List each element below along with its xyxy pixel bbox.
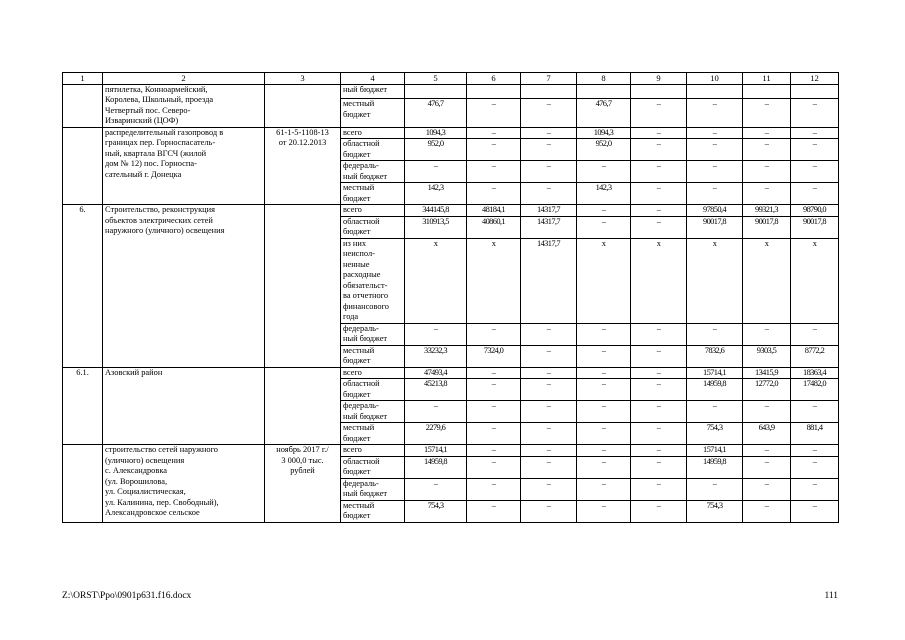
value-cell: – xyxy=(631,127,687,139)
budget-type: федераль- ный бюджет xyxy=(341,323,405,345)
value-cell: 476,7 xyxy=(577,99,631,127)
value-cell: – xyxy=(743,456,791,478)
item-number xyxy=(63,84,103,127)
value-cell: – xyxy=(791,99,839,127)
value-cell: – xyxy=(791,401,839,423)
value-cell: – xyxy=(577,401,631,423)
value-cell: – xyxy=(631,205,687,217)
header-cell: 7 xyxy=(521,73,577,85)
value-cell: – xyxy=(791,161,839,183)
value-cell: 15714,1 xyxy=(405,445,467,457)
value-cell xyxy=(687,84,743,99)
header-cell: 4 xyxy=(341,73,405,85)
value-cell: 754,3 xyxy=(405,500,467,522)
budget-type: ный бюджет xyxy=(341,84,405,99)
value-cell: 90017,8 xyxy=(791,216,839,238)
value-cell: 40860,1 xyxy=(467,216,521,238)
value-cell: – xyxy=(521,345,577,367)
budget-type: областной бюджет xyxy=(341,216,405,238)
item-term: ноябрь 2017 г./ 3 000,0 тыс. рублей xyxy=(265,445,341,523)
value-cell: – xyxy=(521,183,577,205)
item-name: распределительный газопровод в границах пер. Горноспасатель- ный, квартала ВГСЧ (жилой дом № 12) пос. Горноспа- сательный г. Донецка xyxy=(103,127,265,205)
budget-type: областной бюджет xyxy=(341,456,405,478)
value-cell: х xyxy=(743,238,791,323)
value-cell: 14959,8 xyxy=(405,456,467,478)
value-cell: 17482,0 xyxy=(791,379,839,401)
value-cell: 14959,8 xyxy=(687,379,743,401)
value-cell: – xyxy=(743,99,791,127)
budget-type: областной бюджет xyxy=(341,379,405,401)
value-cell: – xyxy=(521,127,577,139)
budget-type: всего xyxy=(341,205,405,217)
item-number xyxy=(63,445,103,523)
value-cell: 90017,8 xyxy=(687,216,743,238)
value-cell: 90017,8 xyxy=(743,216,791,238)
header-cell: 1 xyxy=(63,73,103,85)
value-cell: – xyxy=(631,500,687,522)
value-cell: – xyxy=(791,323,839,345)
value-cell: – xyxy=(743,161,791,183)
value-cell: – xyxy=(467,99,521,127)
item-name: пятилетка, Конноармейский, Королева, Школьный, проезда Четвертый пос. Северо- Изваринский (ЦОФ) xyxy=(103,84,265,127)
value-cell: – xyxy=(631,456,687,478)
value-cell: – xyxy=(521,401,577,423)
value-cell: – xyxy=(687,99,743,127)
header-cell: 12 xyxy=(791,73,839,85)
footer-page-number: 111 xyxy=(824,591,838,601)
value-cell: 8772,2 xyxy=(791,345,839,367)
value-cell: – xyxy=(743,127,791,139)
value-cell: – xyxy=(521,478,577,500)
value-cell: – xyxy=(521,445,577,457)
budget-type: всего xyxy=(341,367,405,379)
table-row xyxy=(63,205,839,217)
value-cell: – xyxy=(631,216,687,238)
value-cell xyxy=(467,84,521,99)
value-cell: 14317,7 xyxy=(521,216,577,238)
value-cell: – xyxy=(521,423,577,445)
value-cell: – xyxy=(791,445,839,457)
value-cell: – xyxy=(577,478,631,500)
value-cell xyxy=(631,84,687,99)
value-cell: 18363,4 xyxy=(791,367,839,379)
table-row xyxy=(63,84,839,99)
value-cell: 14317,7 xyxy=(521,238,577,323)
item-name: Азовский район xyxy=(103,367,265,445)
value-cell: – xyxy=(577,205,631,217)
value-cell: – xyxy=(521,367,577,379)
table-row xyxy=(63,445,839,457)
budget-type: всего xyxy=(341,127,405,139)
value-cell: – xyxy=(467,139,521,161)
value-cell: 99321,3 xyxy=(743,205,791,217)
value-cell: – xyxy=(467,161,521,183)
value-cell: – xyxy=(577,216,631,238)
value-cell: – xyxy=(467,401,521,423)
value-cell: 2279,6 xyxy=(405,423,467,445)
value-cell: – xyxy=(631,99,687,127)
value-cell: х xyxy=(687,238,743,323)
budget-type: федераль- ный бюджет xyxy=(341,161,405,183)
value-cell: 9303,5 xyxy=(743,345,791,367)
value-cell: – xyxy=(743,183,791,205)
budget-type: федераль- ный бюджет xyxy=(341,478,405,500)
value-cell: – xyxy=(687,161,743,183)
value-cell: х xyxy=(631,238,687,323)
value-cell xyxy=(405,84,467,99)
value-cell: – xyxy=(467,183,521,205)
value-cell: 97850,4 xyxy=(687,205,743,217)
value-cell: 952,0 xyxy=(405,139,467,161)
item-term xyxy=(265,84,341,127)
item-name: строительство сетей наружного (уличного) освещения с. Александровка (ул. Ворошилова, ул. Социалистическая, ул. Калинина, пер. Свободный), Александровское сельское xyxy=(103,445,265,523)
budget-type: федераль- ный бюджет xyxy=(341,401,405,423)
value-cell: – xyxy=(521,500,577,522)
value-cell: – xyxy=(791,500,839,522)
value-cell: х xyxy=(791,238,839,323)
value-cell: – xyxy=(687,127,743,139)
value-cell: – xyxy=(405,401,467,423)
value-cell: 45213,8 xyxy=(405,379,467,401)
value-cell: 344145,8 xyxy=(405,205,467,217)
value-cell: – xyxy=(577,323,631,345)
value-cell: – xyxy=(743,139,791,161)
value-cell: – xyxy=(631,423,687,445)
value-cell: 12772,0 xyxy=(743,379,791,401)
item-number: 6.1. xyxy=(63,367,103,445)
value-cell: 952,0 xyxy=(577,139,631,161)
value-cell: 14317,7 xyxy=(521,205,577,217)
value-cell: – xyxy=(631,478,687,500)
value-cell: – xyxy=(631,139,687,161)
item-name: Строительство, реконструкция объектов электрических сетей наружного (уличного) освещения xyxy=(103,205,265,368)
value-cell: – xyxy=(687,139,743,161)
header-cell: 5 xyxy=(405,73,467,85)
value-cell: 1094,3 xyxy=(577,127,631,139)
value-cell: 310913,5 xyxy=(405,216,467,238)
value-cell: – xyxy=(521,456,577,478)
value-cell: – xyxy=(631,183,687,205)
value-cell: – xyxy=(577,445,631,457)
item-term: 61-1-5-1108-13 от 20.12.2013 xyxy=(265,127,341,205)
value-cell: – xyxy=(577,367,631,379)
value-cell: – xyxy=(631,345,687,367)
value-cell: 142,3 xyxy=(405,183,467,205)
value-cell: – xyxy=(791,127,839,139)
value-cell: 7832,6 xyxy=(687,345,743,367)
item-term xyxy=(265,205,341,368)
value-cell: – xyxy=(577,456,631,478)
header-row xyxy=(63,73,839,85)
value-cell: х xyxy=(405,238,467,323)
value-cell: – xyxy=(467,445,521,457)
header-cell: 2 xyxy=(103,73,265,85)
value-cell: 881,4 xyxy=(791,423,839,445)
value-cell: – xyxy=(631,445,687,457)
value-cell: – xyxy=(521,99,577,127)
value-cell: 476,7 xyxy=(405,99,467,127)
header-cell: 11 xyxy=(743,73,791,85)
item-number xyxy=(63,127,103,205)
value-cell: – xyxy=(405,323,467,345)
header-cell: 8 xyxy=(577,73,631,85)
budget-table xyxy=(62,72,839,523)
budget-type: из них неиспол- ненные расходные обязательст- ва отчетного финансового года xyxy=(341,238,405,323)
value-cell: – xyxy=(521,161,577,183)
budget-type: местный бюджет xyxy=(341,500,405,522)
budget-type: местный бюджет xyxy=(341,183,405,205)
value-cell: 33232,3 xyxy=(405,345,467,367)
value-cell: – xyxy=(577,379,631,401)
value-cell: – xyxy=(467,478,521,500)
value-cell: – xyxy=(577,423,631,445)
value-cell: – xyxy=(631,379,687,401)
value-cell: х xyxy=(577,238,631,323)
value-cell: – xyxy=(791,478,839,500)
value-cell: 643,9 xyxy=(743,423,791,445)
value-cell: х xyxy=(467,238,521,323)
value-cell: 142,3 xyxy=(577,183,631,205)
item-number: 6. xyxy=(63,205,103,368)
value-cell: – xyxy=(577,161,631,183)
budget-type: областной бюджет xyxy=(341,139,405,161)
value-cell: 15714,1 xyxy=(687,367,743,379)
table-row xyxy=(63,127,839,139)
table-row xyxy=(63,367,839,379)
value-cell: – xyxy=(521,139,577,161)
value-cell: – xyxy=(521,323,577,345)
table-body xyxy=(63,73,839,523)
value-cell: – xyxy=(743,401,791,423)
value-cell xyxy=(577,84,631,99)
value-cell: – xyxy=(631,367,687,379)
item-term xyxy=(265,367,341,445)
value-cell: – xyxy=(743,445,791,457)
value-cell: – xyxy=(743,478,791,500)
value-cell: 48184,1 xyxy=(467,205,521,217)
value-cell: – xyxy=(687,323,743,345)
value-cell: – xyxy=(577,345,631,367)
value-cell: – xyxy=(467,500,521,522)
value-cell xyxy=(743,84,791,99)
value-cell: 1094,3 xyxy=(405,127,467,139)
footer-file-path: Z:\ORST\Ppo\0901p631.f16.docx xyxy=(62,591,192,601)
value-cell: – xyxy=(521,379,577,401)
value-cell: 754,3 xyxy=(687,423,743,445)
value-cell: – xyxy=(687,478,743,500)
value-cell: – xyxy=(743,323,791,345)
header-cell: 3 xyxy=(265,73,341,85)
value-cell: – xyxy=(577,500,631,522)
value-cell: – xyxy=(791,456,839,478)
header-cell: 6 xyxy=(467,73,521,85)
value-cell: 47493,4 xyxy=(405,367,467,379)
header-cell: 10 xyxy=(687,73,743,85)
value-cell: – xyxy=(467,456,521,478)
budget-type: местный бюджет xyxy=(341,99,405,127)
value-cell: – xyxy=(467,367,521,379)
value-cell xyxy=(521,84,577,99)
value-cell: 14959,8 xyxy=(687,456,743,478)
value-cell: – xyxy=(631,401,687,423)
value-cell: 7324,0 xyxy=(467,345,521,367)
budget-type: местный бюджет xyxy=(341,345,405,367)
value-cell: – xyxy=(467,127,521,139)
value-cell: – xyxy=(631,323,687,345)
budget-type: всего xyxy=(341,445,405,457)
value-cell: 15714,1 xyxy=(687,445,743,457)
value-cell: 13415,9 xyxy=(743,367,791,379)
value-cell: – xyxy=(791,139,839,161)
value-cell: – xyxy=(743,500,791,522)
header-cell: 9 xyxy=(631,73,687,85)
value-cell xyxy=(791,84,839,99)
value-cell: – xyxy=(405,478,467,500)
value-cell: – xyxy=(687,401,743,423)
value-cell: 754,3 xyxy=(687,500,743,522)
value-cell: – xyxy=(791,183,839,205)
value-cell: – xyxy=(631,161,687,183)
value-cell: – xyxy=(467,323,521,345)
budget-type: местный бюджет xyxy=(341,423,405,445)
value-cell: – xyxy=(405,161,467,183)
value-cell: – xyxy=(467,379,521,401)
value-cell: – xyxy=(687,183,743,205)
value-cell: 98790,0 xyxy=(791,205,839,217)
value-cell: – xyxy=(467,423,521,445)
